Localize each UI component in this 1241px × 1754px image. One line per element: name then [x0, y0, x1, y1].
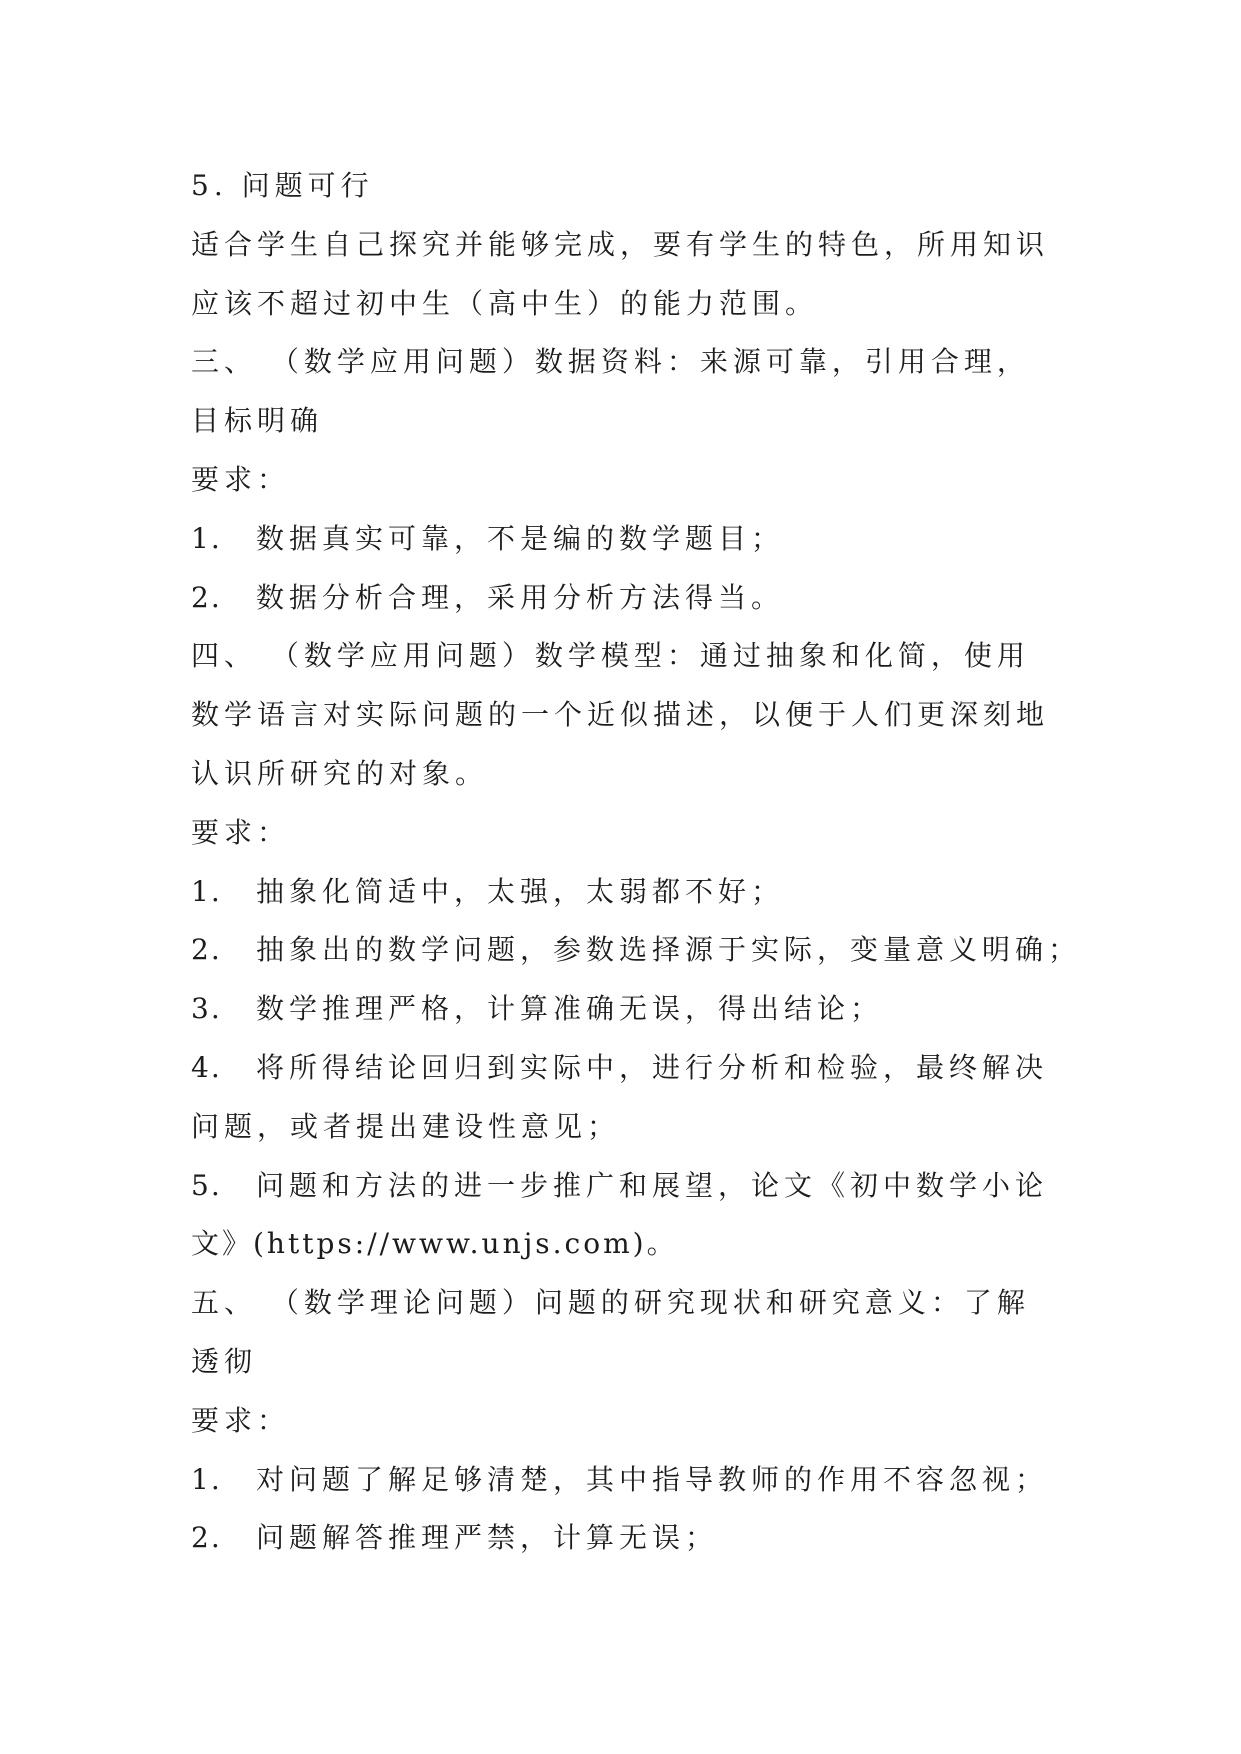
list-item-text: 数据真实可靠，不是编的数学题目； [256, 521, 785, 555]
list-item-text: 问题解答推理严禁，计算无误； [256, 1521, 719, 1555]
list-item [191, 980, 1191, 1039]
list-number: 1. [191, 521, 222, 555]
requirements-label: 要求： [191, 1403, 291, 1437]
paragraph-line: 应该不超过初中生（高中生）的能力范围。 [191, 286, 819, 320]
list-item-continued-with-link: 文》(https://www.unjs.com)。 [191, 1227, 678, 1261]
paragraph-line: 适合学生自己探究并能够完成，要有学生的特色，所用知识 [191, 227, 1050, 261]
section-heading: 五、 （数学理论问题）问题的研究现状和研究意义：了解 [191, 1286, 1030, 1320]
list-item [191, 863, 1191, 922]
list-item [191, 510, 1191, 569]
requirements-label: 要求： [191, 462, 291, 496]
list-item-text: 抽象化简适中，太强，太弱都不好； [256, 874, 785, 908]
section-heading-continued: 目标明确 [191, 404, 324, 438]
list-item [191, 1509, 1191, 1568]
list-number: 2. [191, 1521, 222, 1555]
list-number: 1. [191, 874, 222, 908]
list-item [191, 1039, 1191, 1098]
list-number: 2. [191, 933, 222, 967]
list-number: 4. [191, 1050, 222, 1084]
list-number: 5. [191, 1168, 222, 1202]
list-item-text: 抽象出的数学问题，参数选择源于实际，变量意义明确； [256, 933, 1082, 967]
list-item-text: 数学推理严格，计算准确无误，得出结论； [256, 992, 884, 1026]
section-heading: 四、 （数学应用问题）数学模型：通过抽象和化简，使用 [191, 639, 1030, 673]
list-item [191, 921, 1191, 980]
list-item-text: 对问题了解足够清楚，其中指导教师的作用不容忽视； [256, 1462, 1049, 1496]
list-number: 3. [191, 992, 222, 1026]
list-item [191, 1157, 1191, 1216]
list-item-continued: 问题，或者提出建设性意见； [191, 1109, 621, 1143]
list-item-text: 将所得结论回归到实际中，进行分析和检验，最终解决 [256, 1050, 1049, 1084]
list-number: 2. [191, 580, 222, 614]
section-heading-continued: 透彻 [191, 1344, 258, 1378]
section-heading: 5. 问题可行 [191, 169, 374, 202]
list-item [191, 1451, 1191, 1510]
list-item-text: 问题和方法的进一步推广和展望，论文《初中数学小论 [256, 1168, 1049, 1202]
list-item [191, 569, 1191, 628]
list-item-text: 数据分析合理，采用分析方法得当。 [256, 580, 785, 614]
list-number: 1. [191, 1462, 222, 1496]
document-body [191, 157, 1191, 1568]
section-heading-continued: 认识所研究的对象。 [191, 756, 489, 790]
section-heading: 三、 （数学应用问题）数据资料：来源可靠，引用合理， [191, 345, 1030, 379]
requirements-label: 要求： [191, 815, 291, 849]
section-heading-continued: 数学语言对实际问题的一个近似描述，以便于人们更深刻地 [191, 698, 1050, 732]
